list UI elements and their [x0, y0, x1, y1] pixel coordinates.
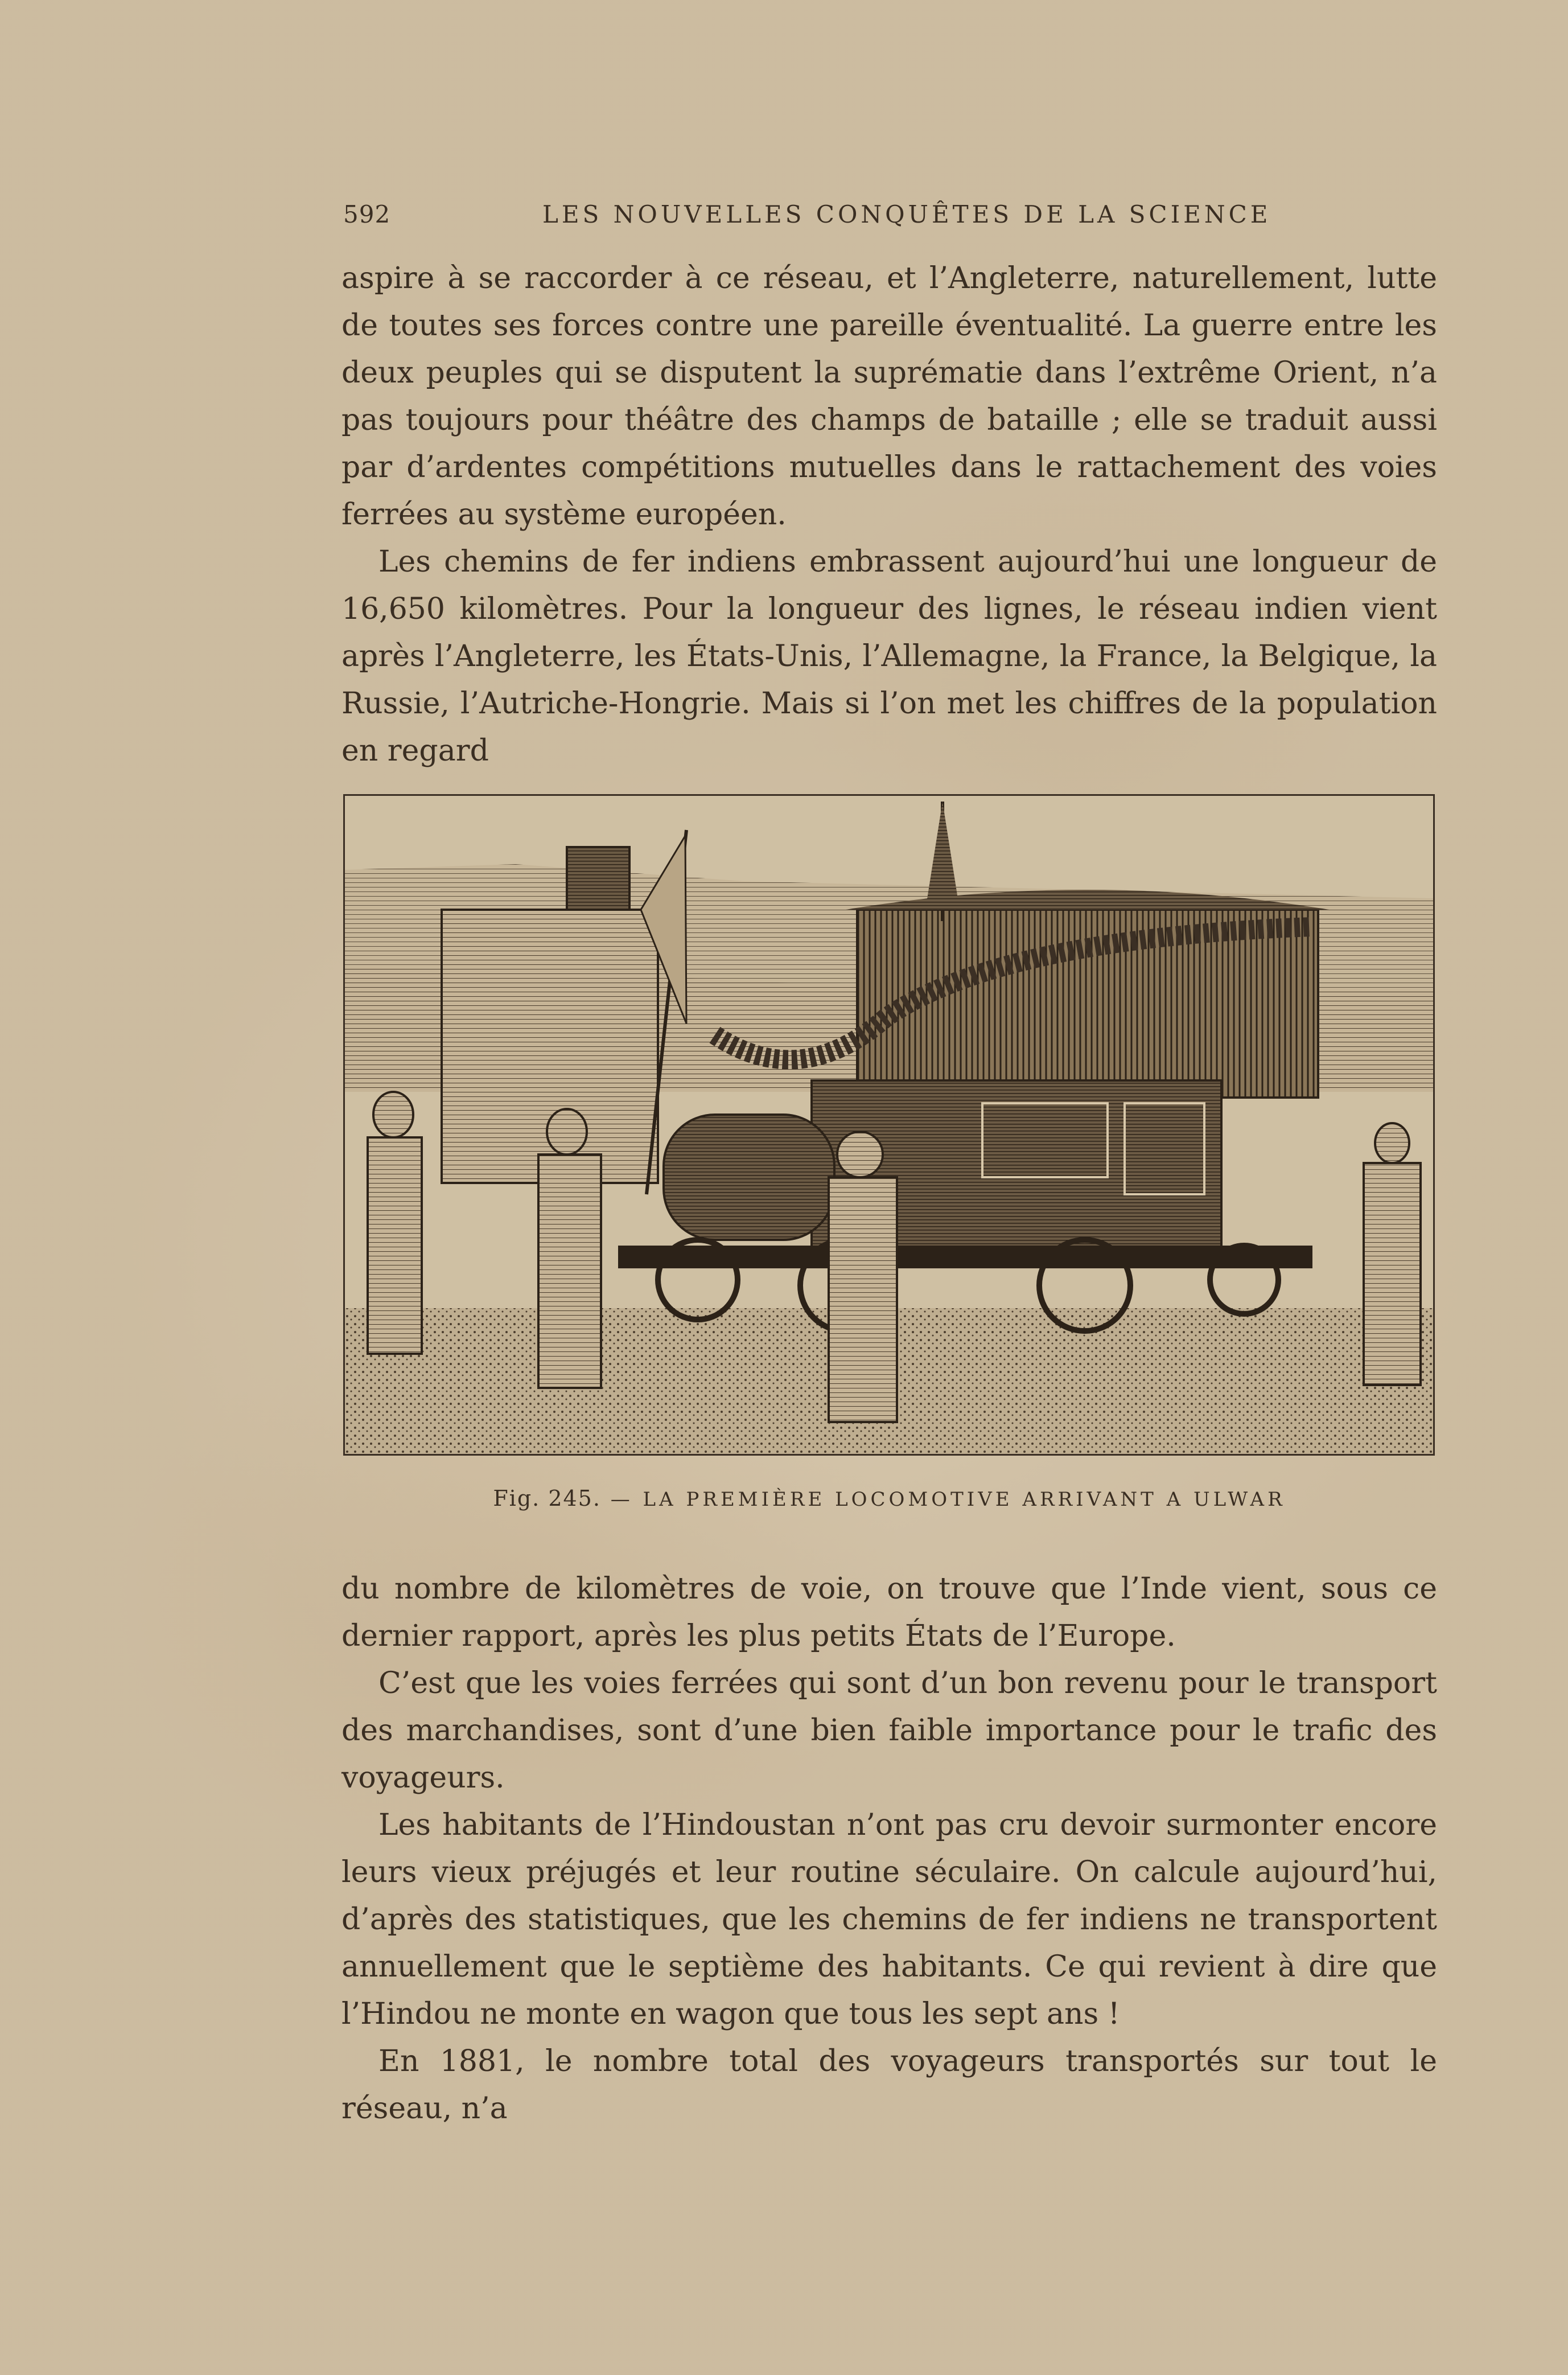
body-text-bottom	[341, 1565, 1437, 2132]
figure-caption	[341, 1486, 1437, 1511]
body-text-top	[341, 255, 1437, 775]
figure-label: Fig. 245.	[493, 1486, 601, 1511]
paragraph: C’est que les voies ferrées qui sont d’un bon revenu pour le transport des marchandises, sont d’une bien faible importance pour le trafic des voyageurs.	[341, 1666, 1437, 1795]
figure-title: — LA PREMIÈRE LOCOMOTIVE ARRIVANT A ULWAR	[610, 1488, 1286, 1511]
page-header	[343, 200, 1436, 235]
paragraph: Les habitants de l’Hindoustan n’ont pas cru devoir surmonter encore leurs vieux préjugés et leur routine séculaire. On calcule aujourd’hui, d’après des statistiques, que les chemins de fer indiens ne transportent annuellement que le septième des habitants. Ce qui revient à dire que l’Hindou ne monte en wagon que tous les sept ans !	[341, 1808, 1437, 2031]
paragraph: Les chemins de fer indiens embrassent aujourd’hui une longueur de 16,650 kilomètres. Pour la longueur des lignes, le réseau indien vient après l’Angleterre, les États-Unis, l’Allemagne, la France, la Belgique, la Russie, l’Autriche-Hongrie. Mais si l’on met les chiffres de la population en regard	[341, 545, 1437, 768]
engraving-illustration	[343, 794, 1435, 1456]
locomotive-engraving	[345, 796, 1433, 1454]
page-number: 592	[343, 200, 391, 228]
paragraph: du nombre de kilomètres de voie, on trouve que l’Inde vient, sous ce dernier rapport, après les plus petits États de l’Europe.	[341, 1572, 1437, 1653]
running-title: LES NOUVELLES CONQUÊTES DE LA SCIENCE	[542, 200, 1271, 228]
paragraph: En 1881, le nombre total des voyageurs transportés sur tout le réseau, n’a	[341, 2044, 1437, 2126]
paragraph: aspire à se raccorder à ce réseau, et l’Angleterre, naturellement, lutte de toutes ses forces contre une pareille éventualité. La guerre entre les deux peuples qui se disputent la suprématie dans l’extrême Orient, n’a pas toujours pour théâtre des champs de bataille ; elle se traduit aussi par d’ardentes compétitions mutuelles dans le rattachement des voies ferrées au système européen.	[341, 261, 1437, 532]
